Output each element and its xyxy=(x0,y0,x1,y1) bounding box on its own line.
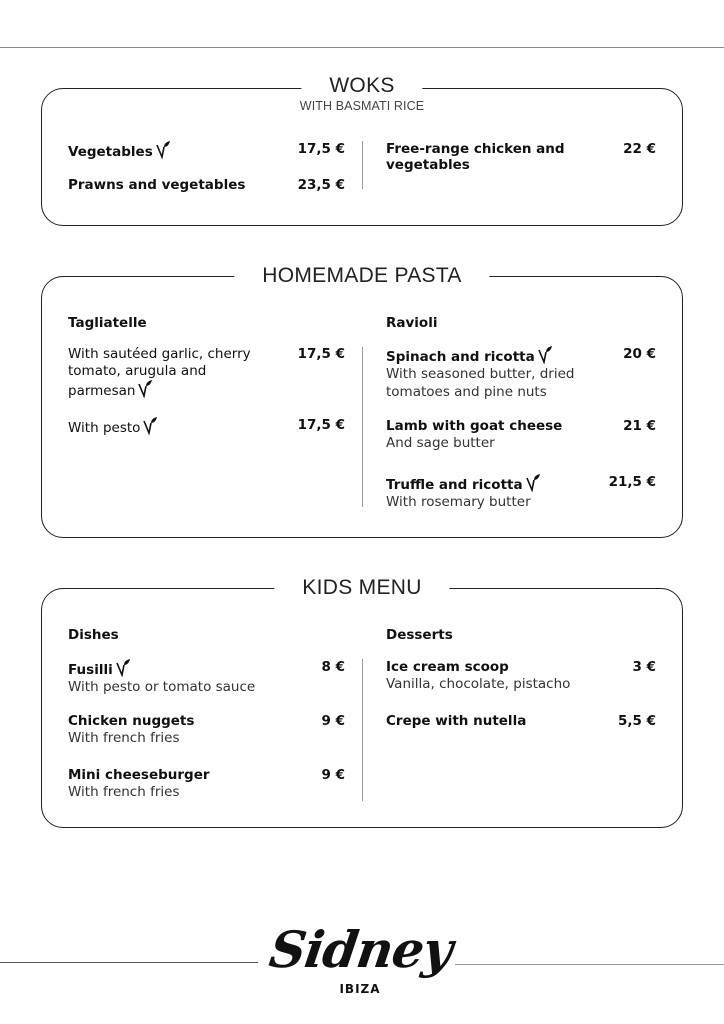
item-price: 21,5 € xyxy=(608,474,656,490)
woks-right-column xyxy=(386,141,656,201)
woks-left-column xyxy=(68,141,345,201)
footer-rule-left xyxy=(0,962,258,963)
menu-item xyxy=(68,767,345,801)
menu-item xyxy=(386,418,656,452)
item-name: With pesto xyxy=(68,420,141,436)
kids-dishes-column xyxy=(68,627,345,807)
section-title: HOMEMADE PASTA xyxy=(234,265,489,286)
logo-wordmark: Sidney xyxy=(265,920,456,979)
menu-item xyxy=(386,713,656,729)
item-price: 21 € xyxy=(623,418,656,434)
vegan-leaf-icon xyxy=(137,380,153,398)
pasta-left-column xyxy=(68,315,345,515)
menu-item xyxy=(386,346,656,401)
section-subtitle: WITH BASMATI RICE xyxy=(299,99,425,113)
item-description: With french fries xyxy=(68,730,180,746)
item-name: Fusilli xyxy=(68,662,113,678)
item-price: 17,5 € xyxy=(297,417,345,433)
vegan-leaf-icon xyxy=(115,659,131,677)
category-heading: Desserts xyxy=(386,627,453,643)
menu-item xyxy=(68,346,345,400)
menu-item xyxy=(386,141,656,173)
item-description: With pesto or tomato sauce xyxy=(68,679,256,695)
pasta-section xyxy=(41,264,683,538)
item-name: Ice cream scoop xyxy=(386,659,509,675)
item-name: Truffle and ricotta xyxy=(386,477,523,493)
vegan-leaf-icon xyxy=(155,141,171,159)
item-description: Vanilla, chocolate, pistacho xyxy=(386,676,571,692)
column-divider xyxy=(362,141,363,189)
kids-menu-section xyxy=(41,576,683,828)
section-title: WOKS xyxy=(301,75,422,96)
item-description: With french fries xyxy=(68,784,180,800)
item-name: Mini cheeseburger xyxy=(68,767,210,783)
footer-rule-right xyxy=(455,964,724,965)
item-price: 17,5 € xyxy=(297,141,345,157)
item-price: 20 € xyxy=(623,346,656,362)
menu-item xyxy=(68,177,345,193)
top-rule xyxy=(0,47,724,48)
menu-item xyxy=(68,141,345,160)
section-title: KIDS MENU xyxy=(274,577,449,598)
sidney-ibiza-logo xyxy=(265,920,456,1005)
item-price: 8 € xyxy=(321,659,345,675)
item-price: 9 € xyxy=(321,767,345,783)
category-heading: Ravioli xyxy=(386,315,438,331)
column-divider xyxy=(362,659,363,801)
vegan-leaf-icon xyxy=(142,417,158,435)
menu-item xyxy=(386,659,656,693)
item-price: 23,5 € xyxy=(297,177,345,193)
menu-item xyxy=(68,659,345,696)
item-description: With rosemary butter xyxy=(386,494,531,510)
column-divider xyxy=(362,347,363,507)
item-price: 9 € xyxy=(321,713,345,729)
woks-section xyxy=(41,74,683,226)
kids-desserts-column xyxy=(386,627,656,807)
pasta-right-column xyxy=(386,315,656,515)
item-name: Chicken nuggets xyxy=(68,713,195,729)
item-price: 3 € xyxy=(632,659,656,675)
item-price: 5,5 € xyxy=(617,713,656,729)
item-description: With seasoned butter, dried tomatoes and pine nuts xyxy=(386,366,575,400)
item-name: Prawns and vegetables xyxy=(68,177,246,193)
item-description: And sage butter xyxy=(386,435,495,451)
item-price: 17,5 € xyxy=(297,346,345,362)
item-name: Crepe with nutella xyxy=(386,713,527,729)
vegan-leaf-icon xyxy=(525,474,541,492)
item-name: Vegetables xyxy=(68,144,153,160)
menu-item xyxy=(386,474,656,511)
item-name: Lamb with goat cheese xyxy=(386,418,563,434)
logo-subtitle: IBIZA xyxy=(339,982,381,996)
category-heading: Dishes xyxy=(68,627,119,643)
menu-item xyxy=(68,713,345,747)
item-price: 22 € xyxy=(623,141,656,157)
category-heading: Tagliatelle xyxy=(68,315,147,331)
vegan-leaf-icon xyxy=(537,346,553,364)
item-name: Spinach and ricotta xyxy=(386,349,535,365)
item-name: Free-range chicken and vegetables xyxy=(386,141,565,173)
menu-item xyxy=(68,417,345,436)
item-name: With sautéed garlic, cherry tomato, arugula and parmesan xyxy=(68,346,251,399)
